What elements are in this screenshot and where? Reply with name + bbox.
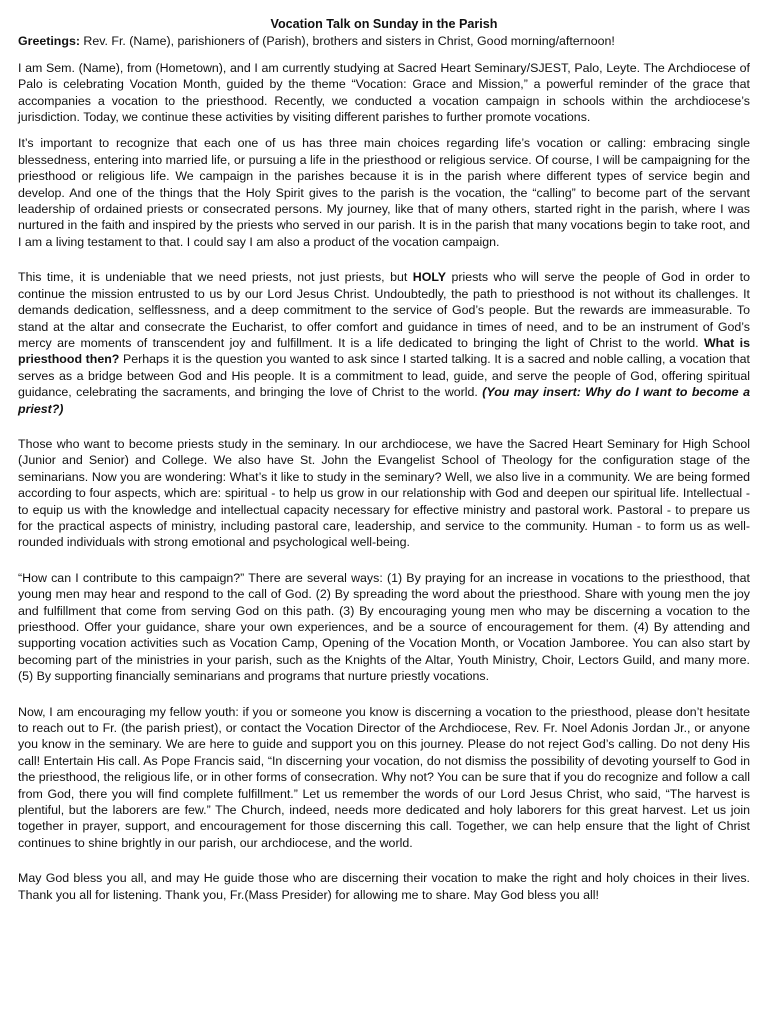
document-page xyxy=(18,16,750,913)
holy-emphasis: HOLY xyxy=(412,270,447,285)
priesthood-question: What is priesthood then? xyxy=(18,335,750,367)
insert-note: (You may insert: Why do I want to become a priest?) xyxy=(18,385,750,416)
paragraph-introduction: I am Sem. (Name), from (Hometown), and I am currently studying at Sacred Heart Seminary/SJEST, Palo, Leyte. The Archdiocese of Palo is celebrating Vocation Month, guided by the theme “Vocation: Grace and Mission,” a powerful reminder of the grace that accompanies a vocation to the priesthood. Recently, we conducted a vocation campaign in schools within the archdiocese’s jurisdiction. Today, we continue these activities by visiting different parishes to further promote vocations. xyxy=(18,60,750,125)
paragraph-how-to-contribute: “How can I contribute to this campaign?” There are several ways: (1) By praying for an increase in vocations to the priesthood, that young men may hear and respond to the call of God. (2) By spreading the word about the priesthood. Share with young men the joy and fulfillment that come from serving God on this path. (3) By encouraging young men who may be discerning a vocation to the priesthood. Offer your guidance, share your own experiences, and be a source of encouragement for them. (4) By attending and supporting vocation activities such as Vocation Camp, Opening of the Vocation Month, or Vocation Jamboree. You can also start by becoming part of the ministries in your parish, such as the Knights of the Altar, Youth Ministry, Choir, Lectors Guild, and many more. (5) By supporting financially seminarians and programs that nurture priestly vocations. xyxy=(18,570,750,684)
paragraph-seminary-formation: Those who want to become priests study in the seminary. In our archdiocese, we have the Sacred Heart Seminary for High School (Junior and Senior) and College. We also have St. John the Evangelist School of Theology for the configuration stage of the seminarians. Now you are wondering: What’s it like to study in the seminary? Well, we also live in a community. We are being formed according to four aspects, which are: spiritual - to help us grow in our relationship with God and deepen our spiritual life. Intellectual - to equip us with the knowledge and intellectual capacity necessary for effective ministry and pastoral work. Pastoral - to prepare us for the practical aspects of ministry, including pastoral care, leadership, and service to the community. Human - to form us as well-rounded individuals with strong emotional and psychological well-being. xyxy=(18,436,750,550)
paragraph-encouragement: Now, I am encouraging my fellow youth: if you or someone you know is discerning a vocation to the priesthood, please don’t hesitate to reach out to Fr. (the parish priest), or contact the Vocation Director of the Archdiocese, Rev. Fr. Noel Adonis Jordan Jr., or anyone you know in the seminary. We are here to guide and support you on this journey. Please do not reject God’s calling. Do not deny His call! Entertain His call. As Pope Francis said, “In discerning your vocation, do not dismiss the possibility of devoting yourself to God in the priesthood, the religious life, or in other forms of consecration. Why not? You can be sure that if you do recognize and follow a call from God, there you will find complete fulfillment.” Let us remember the words of our Lord Jesus Christ, who said, “The harvest is plentiful, but the laborers are few.” The Church, indeed, needs more dedicated and holy laborers for this great harvest. Let us join together in prayer, support, and encouragement for those discerning this call. Together, we can help ensure that the light of Christ continues to shine brightly in our parish, our archdiocese, and the world. xyxy=(18,704,750,850)
paragraph-closing-blessing: May God bless you all, and may He guide those who are discerning their vocation to make the right and holy choices in their lives. Thank you all for listening. Thank you, Fr.(Mass Presider) for allowing me to share. May God bless you all! xyxy=(18,871,750,902)
greetings-line xyxy=(18,33,750,49)
greetings-label: Greetings: xyxy=(18,34,80,49)
paragraph-holy-priests xyxy=(18,269,750,417)
greetings-text: Rev. Fr. (Name), parishioners of (Parish), brothers and sisters in Christ, Good morning/afternoon! xyxy=(79,34,615,49)
paragraph-holy-priests-part-a: This time, it is undeniable that we need priests, not just priests, but xyxy=(18,270,413,285)
paragraph-holy-priests-part-b: priests who will serve the people of God in order to continue the mission entrusted to us by our Lord Jesus Christ. Undoubtedly, the path to priesthood is not without its challenges. It demands dedication, selflessness, and a deep commitment to the service of God’s people. But the rewards are immeasurable. To stand at the altar and consecrate the Eucharist, to offer comfort and guidance in times of need, and to be an instrument of God’s mercy are moments of transcendent joy and fulfillment. It is a life dedicated to bringing the light of Christ to the world. xyxy=(18,270,751,350)
document-title: Vocation Talk on Sunday in the Parish xyxy=(270,17,498,31)
paragraph-holy-priests-part-c: Perhaps it is the question you wanted to ask since I started talking. It is a sacred and noble calling, a vocation that serves as a bridge between God and His people. It is a commitment to lead, guide, and serve the people of God, offering spiritual guidance, celebrating the sacraments, and bringing the love of Christ to the world. xyxy=(18,352,751,400)
paragraph-vocation-choices: It’s important to recognize that each one of us has three main choices regarding life’s vocation or calling: embracing single blessedness, entering into married life, or pursuing a life in the priesthood or religious service. Of course, I will be campaigning for the priesthood or religious life. We campaign in the parishes because it is in the parish where different types of service begin and develop. And one of the things that the Holy Spirit gives to the parish is the vocation, the “calling” to become part of the servant leadership of ordained priests or consecrated persons. My journey, like that of many others, started right in the parish, where I was nurtured in the faith and inspired by the priests who served in our parish. It is in the parish that many vocations begin to take root, and I am a living testament to that. I could say I am also a product of the vocation campaign. xyxy=(18,136,750,249)
